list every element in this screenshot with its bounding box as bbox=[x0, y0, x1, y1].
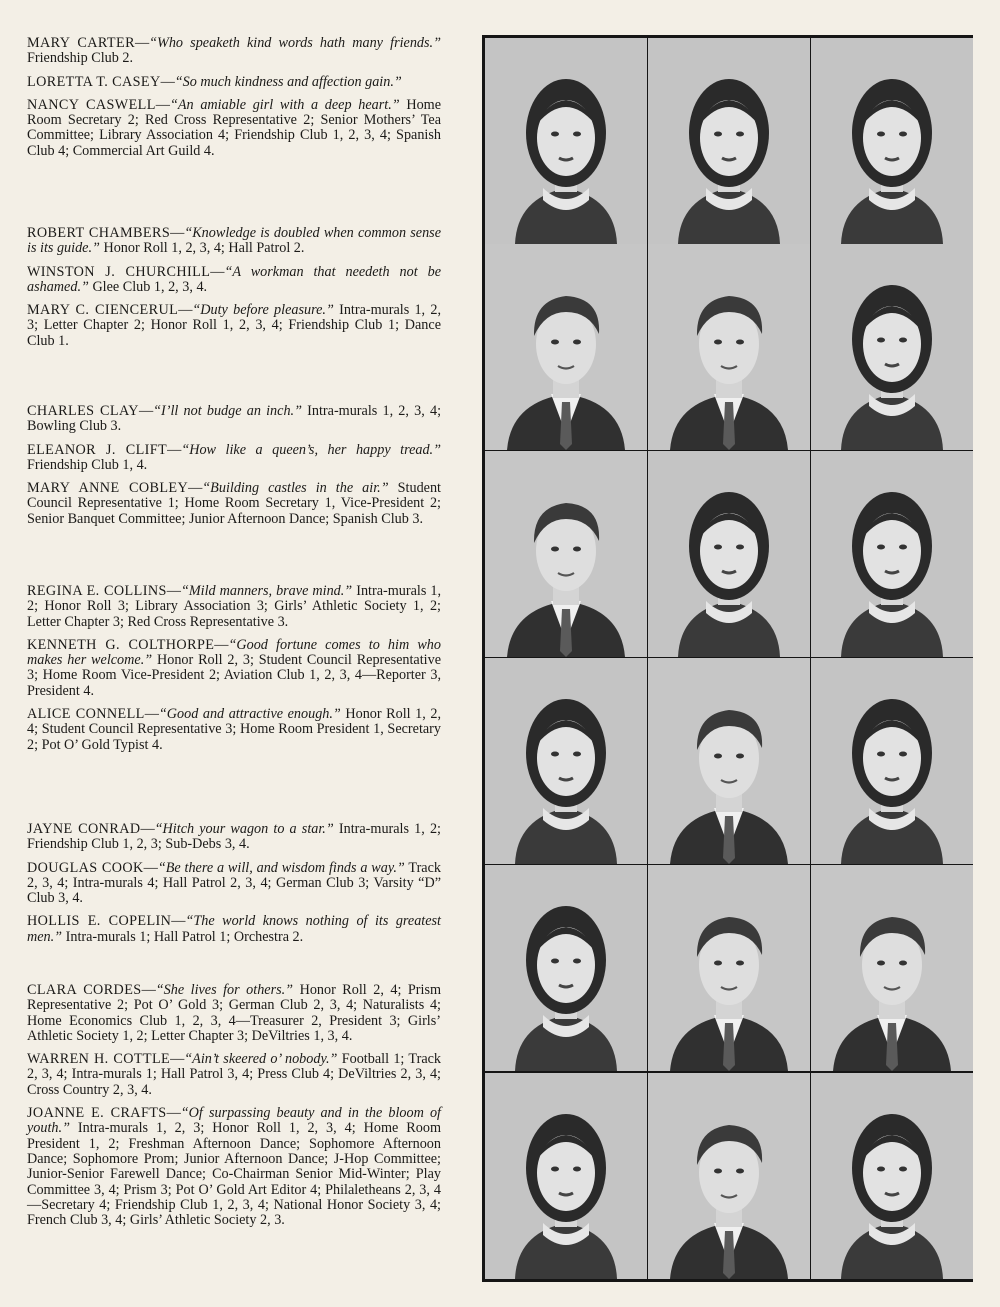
girl-portrait bbox=[811, 658, 973, 864]
student-name: KENNETH G. COLTHORPE bbox=[27, 636, 215, 653]
student-name: HOLLIS E. COPELIN bbox=[27, 913, 172, 930]
student-name: REGINA E. COLLINS bbox=[27, 583, 167, 599]
senior-quote: “Building castles in the air.” bbox=[202, 480, 389, 497]
girl-portrait-image bbox=[648, 451, 810, 657]
activities-list: Intra-murals 1, 2, 3; Honor Roll 1, 2, 3, 4; Home Room President 1, 2; Freshman Afternoon Dance; Sophomore Afternoon Dance; Sophomore Prom; Junior Afternoon Dance; J-Hop Committee; Junior-Senior Farewell Dance; Co-Chairman Senior Mid-Winter; Play Committee 3, 4; Prism 3; Pot O’ Gold Art Editor 4; Philaletheans 2, 3, 4—Secretary 4; Friendship Club 1, 2, 3, 4; National Honor Society 3, 4; French Club 3, 4; Girls’ Athletic Society 2, 3. bbox=[27, 1120, 441, 1229]
boy-portrait bbox=[485, 244, 647, 450]
name-dash: — bbox=[188, 480, 203, 497]
activities-list: Student Council Representative 1; Home Room Secretary 1, Vice-President 2; Senior Banquet Committee; Junior Afternoon Dance; Spanish Club 3. bbox=[27, 480, 441, 527]
girl-portrait-image bbox=[485, 1073, 647, 1279]
senior-quote: “A workman that needeth not be ashamed.” bbox=[27, 263, 441, 295]
boy-portrait-image bbox=[648, 658, 810, 864]
senior-quote: “Of surpassing beauty and in the bloom of youth.” bbox=[27, 1105, 441, 1137]
girl-portrait bbox=[485, 38, 647, 244]
entry-group bbox=[27, 822, 441, 953]
activities-list: Intra-murals 1, 2, 3, 4; Bowling Club 3. bbox=[27, 403, 442, 435]
boy-portrait-image bbox=[648, 1073, 810, 1279]
senior-entry bbox=[27, 443, 441, 474]
activities-list: Honor Roll 1, 2, 4; Student Council Representative 3; Home Room President 1, Secretary 2; Pot O’ Gold Typist 4. bbox=[27, 706, 441, 753]
activities-list: Intra-murals 1, 2; Friendship Club 1, 2, 3; Sub-Debs 3, 4. bbox=[27, 821, 441, 853]
girl-portrait bbox=[811, 244, 973, 450]
girl-portrait bbox=[811, 451, 973, 657]
activities-list: Friendship Club 1, 4. bbox=[27, 456, 148, 473]
senior-quote: “Duty before pleasure.” bbox=[192, 302, 334, 319]
girl-portrait-image bbox=[811, 38, 973, 244]
boy-portrait bbox=[811, 865, 973, 1071]
senior-quote: “Good fortune comes to him who makes her welcome.” bbox=[27, 636, 441, 669]
student-name: LORETTA T. CASEY bbox=[27, 73, 161, 90]
student-name: MARY C. CIENCERUL bbox=[27, 302, 179, 319]
senior-quote: “She lives for others.” bbox=[155, 982, 294, 998]
senior-entry bbox=[27, 861, 441, 907]
senior-quote: “How like a queen’s, her happy tread.” bbox=[181, 441, 441, 458]
student-name: DOUGLAS COOK bbox=[27, 859, 144, 876]
name-dash: — bbox=[171, 913, 186, 930]
girl-portrait-image bbox=[811, 1073, 973, 1279]
senior-entry bbox=[27, 404, 441, 435]
name-dash: — bbox=[170, 1051, 185, 1068]
activities-list: Track 2, 3, 4; Intra-murals 4; Hall Patrol 2, 3, 4; German Club 3; Varsity “D” Club 3, 4. bbox=[27, 859, 441, 907]
girl-portrait-image bbox=[811, 658, 973, 864]
girl-portrait-image bbox=[485, 658, 647, 864]
activities-list: Glee Club 1, 2, 3, 4. bbox=[88, 278, 208, 295]
entry-group bbox=[27, 36, 441, 167]
senior-quote: “Good and attractive enough.” bbox=[158, 706, 341, 723]
entry-group bbox=[27, 983, 441, 1236]
senior-entry bbox=[27, 822, 441, 853]
senior-quote: “The world knows nothing of its greatest men.” bbox=[27, 913, 442, 945]
name-dash: — bbox=[166, 1105, 181, 1122]
student-name: JAYNE CONRAD bbox=[27, 821, 141, 837]
senior-entry bbox=[27, 1106, 441, 1228]
entry-group bbox=[27, 584, 441, 761]
boy-portrait-image bbox=[811, 865, 973, 1071]
senior-entry bbox=[27, 983, 441, 1044]
student-name: ROBERT CHAMBERS bbox=[27, 225, 171, 241]
girl-portrait bbox=[485, 1073, 647, 1279]
senior-quote: “Knowledge is doubled when common sense is its guide.” bbox=[27, 225, 441, 257]
girl-portrait-image bbox=[648, 38, 810, 244]
name-dash: — bbox=[167, 441, 182, 458]
girl-portrait bbox=[485, 865, 647, 1071]
senior-quote: “I’ll not budge an inch.” bbox=[153, 403, 302, 419]
entry-group bbox=[27, 404, 441, 535]
senior-entry bbox=[27, 481, 441, 527]
student-name: NANCY CASWELL bbox=[27, 96, 156, 113]
activities-list: Friendship Club 2. bbox=[27, 50, 134, 67]
activities-list: Intra-murals 1; Hall Patrol 1; Orchestra 2. bbox=[62, 928, 304, 945]
senior-entry bbox=[27, 226, 441, 257]
name-dash: — bbox=[140, 821, 155, 837]
activities-list: Football 1; Track 2, 3, 4; Intra-murals 1; Hall Patrol 3, 4; Press Club 4; DeViltries 2, 3, 4; Cross Country 2, 3, 4. bbox=[27, 1051, 442, 1098]
student-name: JOANNE E. CRAFTS bbox=[27, 1105, 167, 1122]
senior-entry bbox=[27, 707, 441, 753]
girl-portrait bbox=[811, 1073, 973, 1279]
name-dash: — bbox=[144, 706, 159, 723]
activities-list: Intra-murals 1, 2, 3; Letter Chapter 2; Honor Roll 1, 2, 3, 4; Friendship Club 1; Dance Club 1. bbox=[27, 302, 441, 349]
name-dash: — bbox=[155, 96, 170, 113]
boy-portrait bbox=[485, 451, 647, 657]
activities-list: Honor Roll 1, 2, 3, 4; Hall Patrol 2. bbox=[99, 240, 305, 257]
senior-quote: “Ain’t skeered o’ nobody.” bbox=[184, 1051, 338, 1068]
girl-portrait-image bbox=[485, 38, 647, 244]
boy-portrait-image bbox=[485, 451, 647, 657]
senior-entry bbox=[27, 303, 441, 349]
girl-portrait bbox=[648, 38, 810, 244]
name-dash: — bbox=[141, 982, 156, 998]
boy-portrait-image bbox=[648, 865, 810, 1071]
student-name: ELEANOR J. CLIFT bbox=[27, 441, 168, 458]
girl-portrait-image bbox=[811, 451, 973, 657]
senior-quote: “Be there a will, and wisdom finds a way.” bbox=[157, 859, 405, 876]
boy-portrait bbox=[648, 658, 810, 864]
activities-list: Home Room Secretary 2; Red Cross Representative 2; Senior Mothers’ Tea Committee; Library Association 4; Friendship Club 1, 2, 3, 4; Spanish Club 4; Commercial Art Guild 4. bbox=[27, 96, 441, 159]
name-dash: — bbox=[143, 859, 158, 876]
student-name: WARREN H. COTTLE bbox=[27, 1051, 171, 1068]
student-name: CHARLES CLAY bbox=[27, 403, 139, 419]
name-dash: — bbox=[166, 583, 181, 599]
name-dash: — bbox=[138, 403, 154, 419]
girl-portrait-image bbox=[811, 244, 973, 450]
entry-group bbox=[27, 226, 441, 357]
student-name: ALICE CONNELL bbox=[27, 706, 145, 723]
girl-portrait-image bbox=[485, 865, 647, 1071]
boy-portrait-image bbox=[648, 244, 810, 450]
student-name: MARY ANNE COBLEY bbox=[27, 480, 189, 497]
name-dash: — bbox=[134, 35, 150, 51]
senior-quote: “Mild manners, brave mind.” bbox=[180, 583, 353, 599]
boy-portrait-image bbox=[485, 244, 647, 450]
activities-list: Honor Roll 2, 3; Student Council Representative 3; Home Room Vice-President 2; Aviation Club 1, 2, 3, 4—Reporter 3, President 4. bbox=[27, 652, 441, 699]
boy-portrait bbox=[648, 1073, 810, 1279]
senior-entry bbox=[27, 1052, 441, 1098]
girl-portrait bbox=[485, 658, 647, 864]
name-dash: — bbox=[160, 73, 175, 90]
name-dash: — bbox=[170, 225, 185, 241]
senior-entry bbox=[27, 36, 441, 67]
name-dash: — bbox=[178, 302, 193, 319]
portrait-grid bbox=[482, 35, 973, 1282]
senior-entry bbox=[27, 914, 441, 945]
boy-portrait bbox=[648, 865, 810, 1071]
senior-quote: “So much kindness and affection gain.” bbox=[174, 73, 402, 90]
senior-quote: “Hitch your wagon to a star.” bbox=[154, 821, 334, 837]
student-name: WINSTON J. CHURCHILL bbox=[27, 263, 211, 280]
senior-quote: “Who speaketh kind words hath many friends.” bbox=[149, 35, 441, 51]
girl-portrait bbox=[811, 38, 973, 244]
student-name: MARY CARTER bbox=[27, 35, 135, 51]
senior-entry bbox=[27, 75, 441, 90]
senior-entry bbox=[27, 265, 441, 296]
senior-quote: “An amiable girl with a deep heart.” bbox=[169, 96, 400, 113]
senior-entry bbox=[27, 584, 441, 630]
girl-portrait bbox=[648, 451, 810, 657]
name-dash: — bbox=[210, 263, 225, 280]
activities-list: Intra-murals 1, 2; Honor Roll 3; Library Association 3; Girls’ Athletic Society 1, 2; Letter Chapter 3; Red Cross Representative 3. bbox=[27, 583, 441, 630]
boy-portrait bbox=[648, 244, 810, 450]
activities-list: Honor Roll 2, 4; Prism Representative 2; Pot O’ Gold 3; German Club 2, 3, 4; Naturalists 4; Home Economics Club 1, 2, 3, 4—Treasurer 2, President 3; Girls’ Athletic Society 1, 2; Letter Chapter 3; DeViltries 1, 3, 4. bbox=[27, 982, 442, 1044]
name-dash: — bbox=[214, 636, 229, 653]
senior-entry bbox=[27, 638, 441, 699]
student-name: CLARA CORDES bbox=[27, 982, 142, 998]
senior-entry bbox=[27, 98, 441, 159]
